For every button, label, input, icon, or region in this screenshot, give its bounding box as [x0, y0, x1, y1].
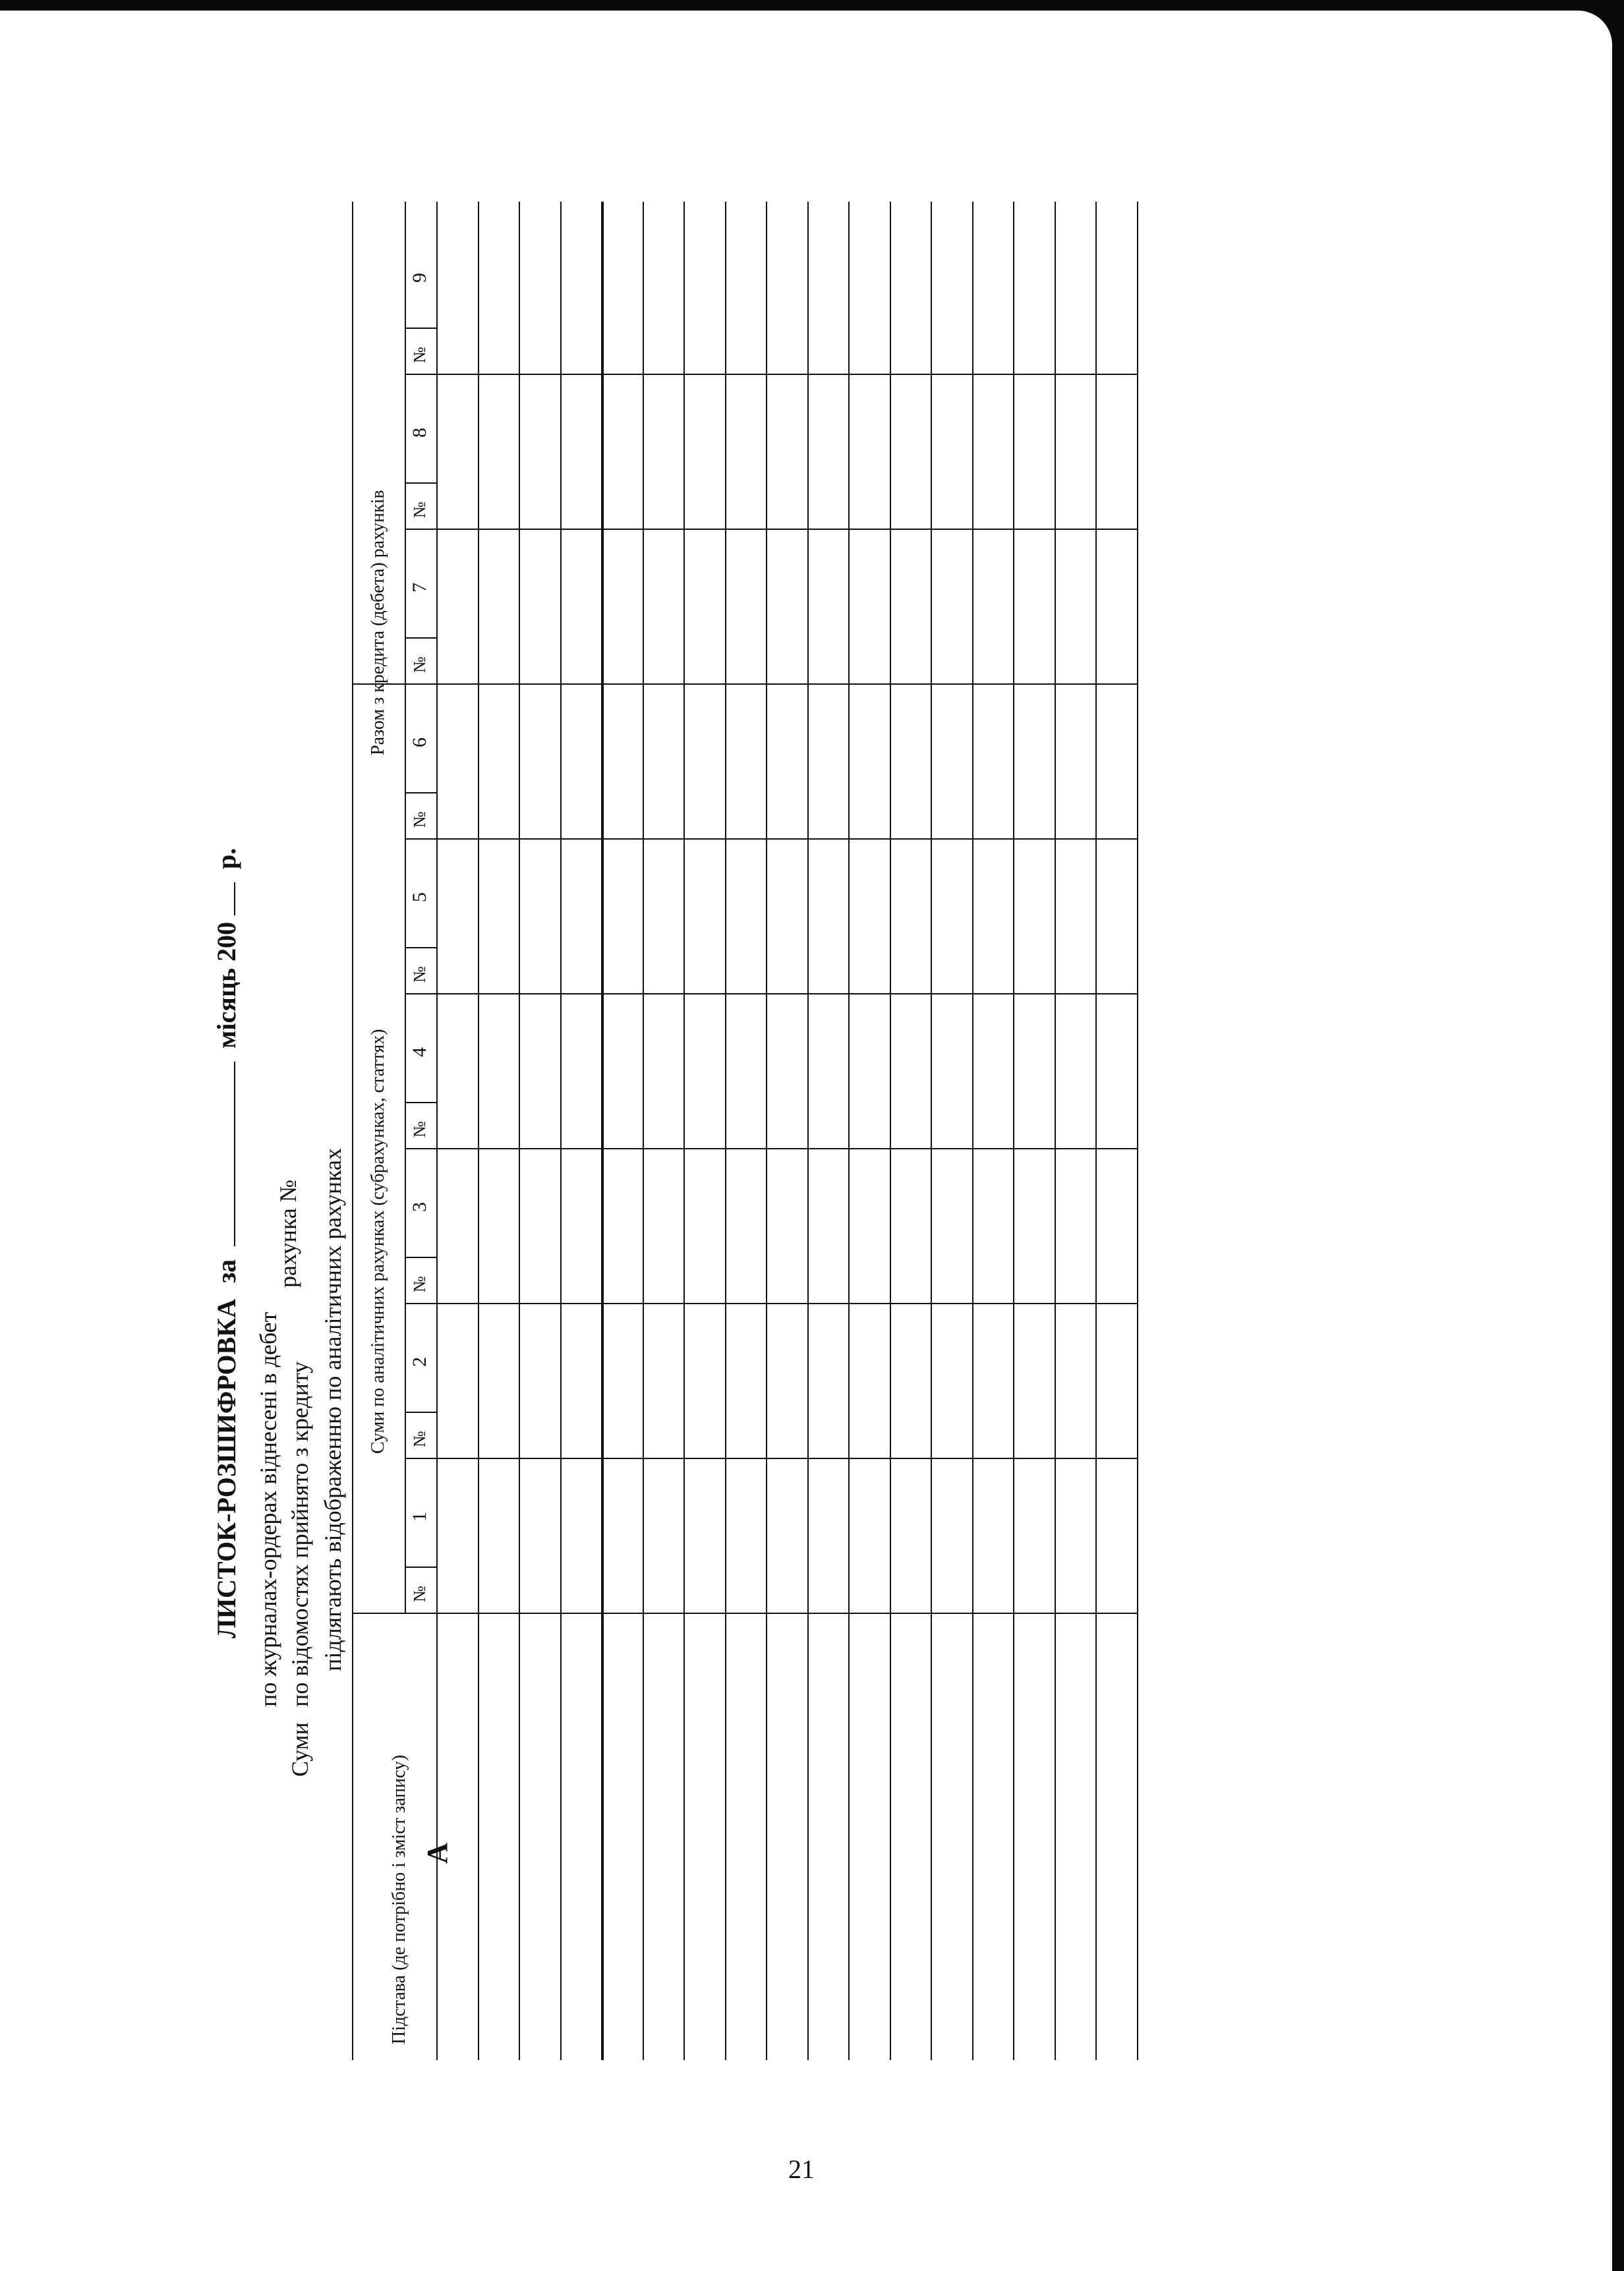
title-main: ЛИСТОК-РОЗШИФРОВКА: [212, 1298, 241, 1638]
number-sign-label: №: [410, 656, 429, 673]
number-subcell-rule: [405, 1257, 436, 1258]
table-row-rule: [1013, 202, 1014, 2060]
table-row-rule: [766, 202, 767, 2060]
table-row-rule: [601, 202, 604, 2060]
column-number-4: 4: [409, 1047, 430, 1057]
column-rule: [405, 993, 1137, 994]
header-analytic-group: Суми по аналітичних рахунках (субрахунках, статтях): [368, 1029, 388, 1454]
table-row-rule: [725, 202, 726, 2060]
header-totals-group: Разом з кредита (дебета) рахунків: [368, 490, 388, 755]
column-number-5: 5: [409, 892, 430, 902]
column-rule: [405, 1148, 1137, 1149]
number-sign-label: №: [410, 347, 429, 363]
number-subcell-rule: [405, 482, 436, 484]
number-sign-label: №: [410, 811, 429, 828]
number-sign-label: №: [410, 1121, 429, 1137]
basis-code-A: А: [421, 1843, 453, 1864]
number-subcell-rule: [405, 1567, 436, 1568]
scan-border-top: [0, 0, 1624, 11]
column-rule: [405, 374, 1137, 375]
header-basis: Підстава (де потрібно і зміст запису): [389, 1754, 409, 2044]
number-sign-label: №: [410, 1276, 429, 1292]
table-row-rule: [643, 202, 644, 2060]
title-for: за: [212, 1259, 241, 1283]
table-header-bottom-rule: [436, 202, 438, 2060]
column-rule: [405, 529, 1137, 530]
table-row-rule: [519, 202, 520, 2060]
number-subcell-rule: [405, 792, 436, 793]
title-month: місяць 200: [212, 921, 241, 1049]
column-rule: [405, 1303, 1137, 1304]
group-separator-rule: [352, 683, 1137, 685]
column-number-9: 9: [409, 273, 430, 283]
column-number-3: 3: [409, 1202, 430, 1212]
sums-line-debit: по журналах-ордерах віднесені в дебет: [255, 1311, 281, 1707]
table-row-rule: [1095, 202, 1097, 2060]
table-row-rule: [560, 202, 562, 2060]
table-group-rule: [405, 202, 406, 1614]
table-row-rule: [683, 202, 685, 2060]
number-subcell-rule: [405, 328, 436, 329]
number-sign-label: №: [410, 502, 429, 518]
column-rule: [405, 1458, 1137, 1459]
table-row-rule: [848, 202, 850, 2060]
column-number-6: 6: [409, 737, 430, 747]
sums-line-credit: по відомостях прийнято з кредиту: [287, 1361, 313, 1707]
column-number-8: 8: [409, 428, 430, 438]
column-rule: [405, 838, 1137, 840]
number-sign-label: №: [410, 1431, 429, 1447]
page-number: 21: [788, 2154, 815, 2184]
column-number-1: 1: [409, 1512, 430, 1522]
rotated-form: [198, 202, 1424, 2060]
decoding-table: [198, 202, 1424, 2060]
number-sign-label: №: [410, 966, 429, 983]
number-subcell-rule: [405, 1412, 436, 1413]
basis-column-rule: [352, 1613, 1137, 1614]
number-subcell-rule: [405, 1102, 436, 1103]
table-row-rule: [890, 202, 891, 2060]
table-row-rule: [972, 202, 973, 2060]
column-number-2: 2: [409, 1357, 430, 1367]
table-row-rule: [478, 202, 479, 2060]
number-sign-label: №: [410, 1586, 429, 1602]
scan-border-right: [1612, 0, 1624, 2271]
table-row-rule: [931, 202, 932, 2060]
sums-line-analytic: підлягають відображенню по аналітичних рахунках: [320, 1147, 346, 1671]
account-number-label: рахунка №: [275, 1179, 301, 1288]
sums-label: Суми: [287, 1722, 313, 1777]
table-row-rule: [1137, 202, 1138, 2060]
table-row-rule: [807, 202, 809, 2060]
number-subcell-rule: [405, 637, 436, 639]
table-top-rule: [352, 202, 353, 2060]
number-subcell-rule: [405, 947, 436, 948]
title-year-suffix: р.: [212, 848, 241, 869]
table-row-rule: [1055, 202, 1056, 2060]
column-number-7: 7: [409, 583, 430, 592]
